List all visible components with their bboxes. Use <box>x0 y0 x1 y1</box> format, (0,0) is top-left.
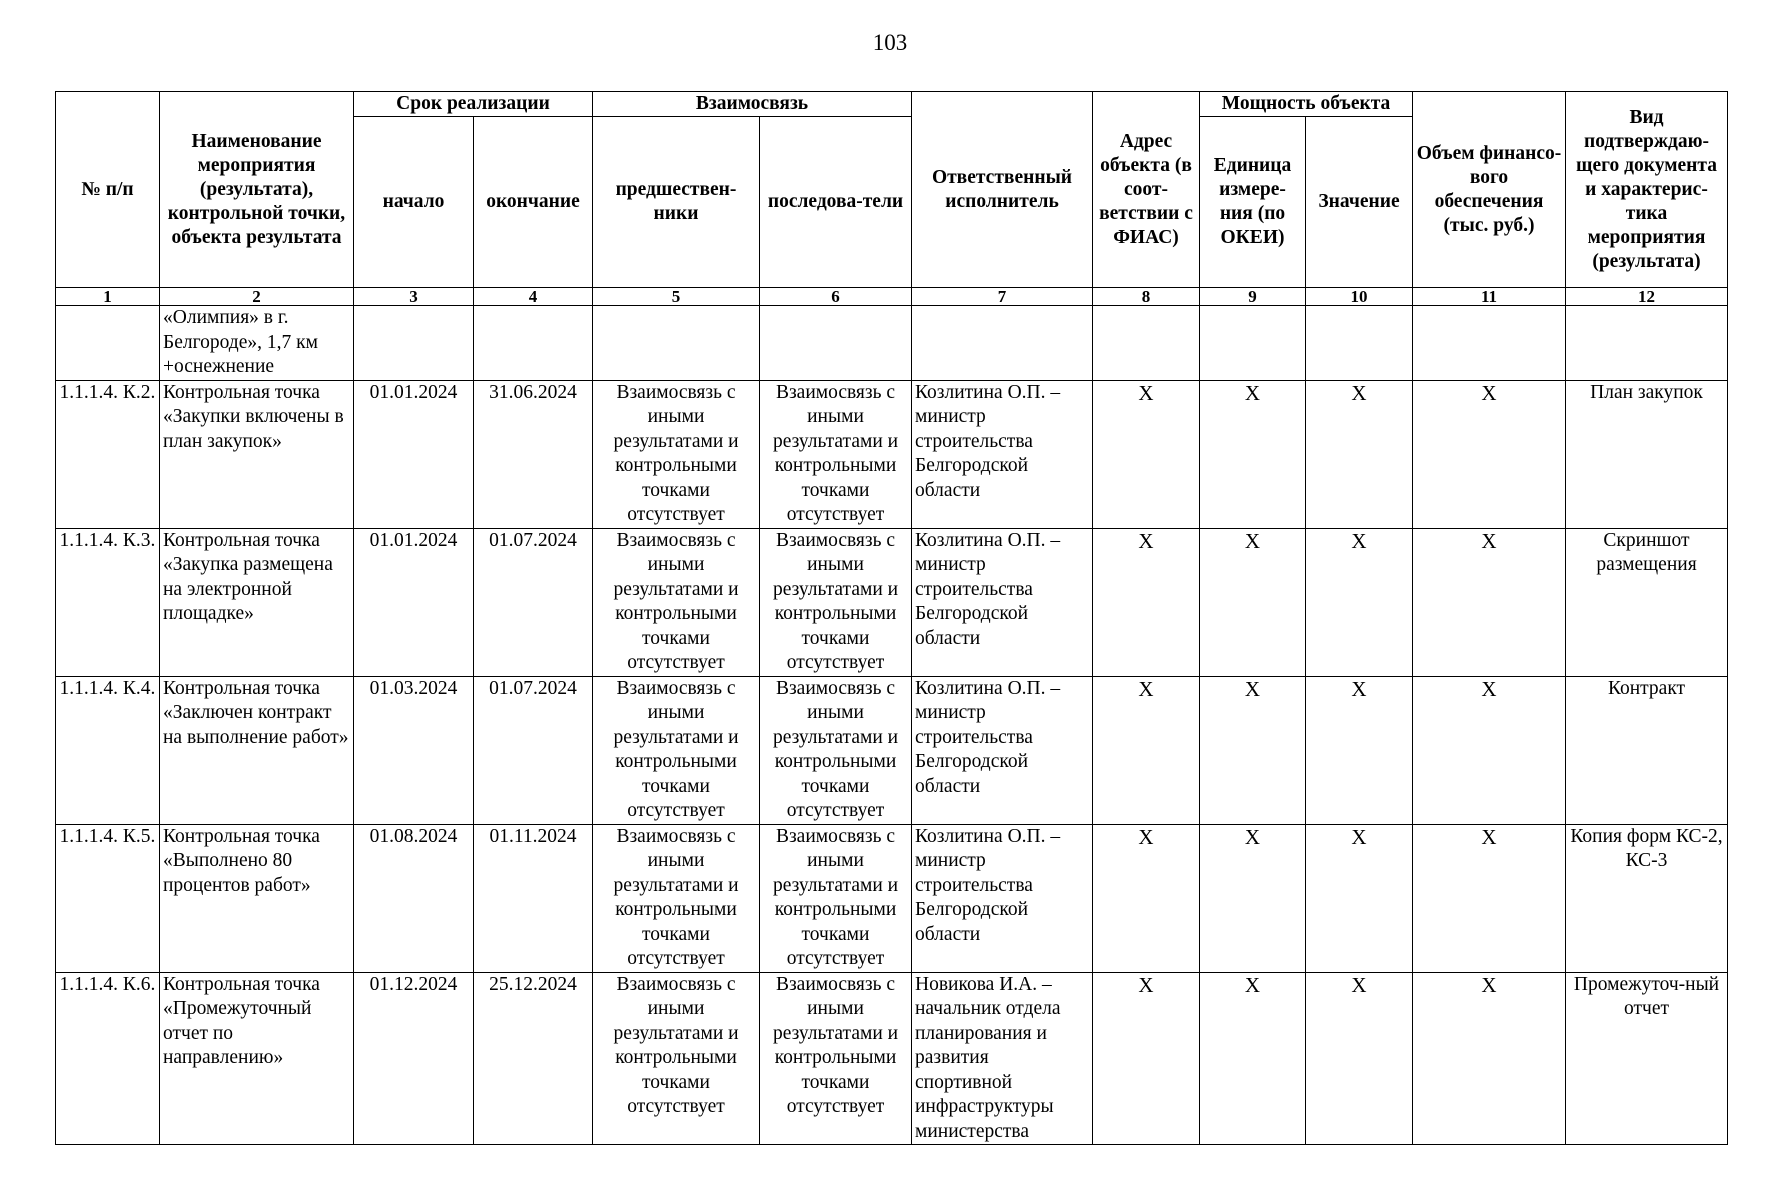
row-end-date: 01.11.2024 <box>474 824 593 972</box>
cell-empty <box>760 306 912 381</box>
row-address: X <box>1093 824 1200 972</box>
header-doc-type: Вид подтверждаю-щего документа и характерис-тика мероприятия (результата) <box>1566 92 1728 288</box>
continuation-row <box>56 306 1728 381</box>
row-value: X <box>1306 972 1413 1145</box>
header-address: Адрес объекта (в соот-ветствии с ФИАС) <box>1093 92 1200 288</box>
cell-empty <box>1093 306 1200 381</box>
table-row <box>56 380 1728 528</box>
table-row <box>56 972 1728 1145</box>
row-number: 1.1.1.4. К.6. <box>56 972 160 1145</box>
row-unit: X <box>1200 528 1306 676</box>
row-name: Контрольная точка «Закупка размещена на электронной площадке» <box>160 528 354 676</box>
row-responsible: Козлитина О.П. – министр строительства Белгородской области <box>912 528 1093 676</box>
row-volume: X <box>1413 972 1566 1145</box>
row-volume: X <box>1413 380 1566 528</box>
row-number: 1.1.1.4. К.5. <box>56 824 160 972</box>
row-successors: Взаимосвязь с иными результатами и контрольными точками отсутствует <box>760 380 912 528</box>
row-responsible: Козлитина О.П. – министр строительства Белгородской области <box>912 824 1093 972</box>
row-address: X <box>1093 380 1200 528</box>
row-name: Контрольная точка «Закупки включены в план закупок» <box>160 380 354 528</box>
row-end-date: 01.07.2024 <box>474 528 593 676</box>
row-volume: X <box>1413 528 1566 676</box>
table-row <box>56 676 1728 824</box>
col-number: 10 <box>1306 288 1413 306</box>
col-number: 11 <box>1413 288 1566 306</box>
row-value: X <box>1306 380 1413 528</box>
row-successors: Взаимосвязь с иными результатами и контрольными точками отсутствует <box>760 528 912 676</box>
cell-empty <box>1200 306 1306 381</box>
cell-empty <box>354 306 474 381</box>
col-number: 3 <box>354 288 474 306</box>
row-unit: X <box>1200 972 1306 1145</box>
row-successors: Взаимосвязь с иными результатами и контрольными точками отсутствует <box>760 824 912 972</box>
row-number: 1.1.1.4. К.3. <box>56 528 160 676</box>
cell-empty <box>1413 306 1566 381</box>
row-start-date: 01.12.2024 <box>354 972 474 1145</box>
row-volume: X <box>1413 676 1566 824</box>
col-number: 4 <box>474 288 593 306</box>
continuation-name: «Олимпия» в г. Белгороде», 1,7 км +оснежнение <box>160 306 354 381</box>
row-successors: Взаимосвязь с иными результатами и контрольными точками отсутствует <box>760 972 912 1145</box>
col-number: 6 <box>760 288 912 306</box>
row-responsible: Козлитина О.П. – министр строительства Белгородской области <box>912 380 1093 528</box>
cell-empty <box>56 306 160 381</box>
row-name: Контрольная точка «Промежуточный отчет по направлению» <box>160 972 354 1145</box>
cell-empty <box>912 306 1093 381</box>
page-number: 103 <box>872 30 908 55</box>
row-unit: X <box>1200 824 1306 972</box>
row-end-date: 31.06.2024 <box>474 380 593 528</box>
row-start-date: 01.01.2024 <box>354 380 474 528</box>
col-number: 8 <box>1093 288 1200 306</box>
row-number: 1.1.1.4. К.2. <box>56 380 160 528</box>
row-volume: X <box>1413 824 1566 972</box>
col-number: 2 <box>160 288 354 306</box>
header-start: начало <box>354 117 474 288</box>
col-number: 5 <box>593 288 760 306</box>
row-predecessors: Взаимосвязь с иными результатами и контрольными точками отсутствует <box>593 380 760 528</box>
header-end: окончание <box>474 117 593 288</box>
row-address: X <box>1093 528 1200 676</box>
cell-empty <box>1306 306 1413 381</box>
header-name: Наименование мероприятия (результата), контрольной точки, объекта результата <box>160 92 354 288</box>
row-doc-type: Промежуточ-ный отчет <box>1566 972 1728 1145</box>
row-end-date: 25.12.2024 <box>474 972 593 1145</box>
table-row <box>56 824 1728 972</box>
column-number-row <box>56 288 1728 306</box>
cell-empty <box>593 306 760 381</box>
row-end-date: 01.07.2024 <box>474 676 593 824</box>
row-predecessors: Взаимосвязь с иными результатами и контрольными точками отсутствует <box>593 972 760 1145</box>
row-address: X <box>1093 972 1200 1145</box>
row-name: Контрольная точка «Заключен контракт на выполнение работ» <box>160 676 354 824</box>
row-doc-type: Копия форм КС-2, КС-3 <box>1566 824 1728 972</box>
col-number: 7 <box>912 288 1093 306</box>
row-unit: X <box>1200 380 1306 528</box>
row-responsible: Козлитина О.П. – министр строительства Белгородской области <box>912 676 1093 824</box>
cell-empty <box>474 306 593 381</box>
implementation-plan-table <box>55 91 1728 1145</box>
header-relation: Взаимосвязь <box>593 92 912 117</box>
table-row <box>56 528 1728 676</box>
header-unit: Единица измере-ния (по ОКЕИ) <box>1200 117 1306 288</box>
row-value: X <box>1306 528 1413 676</box>
row-doc-type: Контракт <box>1566 676 1728 824</box>
row-unit: X <box>1200 676 1306 824</box>
row-number: 1.1.1.4. К.4. <box>56 676 160 824</box>
row-start-date: 01.01.2024 <box>354 528 474 676</box>
col-number: 12 <box>1566 288 1728 306</box>
header-value: Значение <box>1306 117 1413 288</box>
header-successors: последова-тели <box>760 117 912 288</box>
header-volume: Объем финансо-вого обеспечения (тыс. руб.) <box>1413 92 1566 288</box>
header-capacity: Мощность объекта <box>1200 92 1413 117</box>
header-predecessors: предшествен-ники <box>593 117 760 288</box>
header-responsible: Ответственный исполнитель <box>912 92 1093 288</box>
row-start-date: 01.08.2024 <box>354 824 474 972</box>
row-address: X <box>1093 676 1200 824</box>
row-predecessors: Взаимосвязь с иными результатами и контрольными точками отсутствует <box>593 824 760 972</box>
row-predecessors: Взаимосвязь с иными результатами и контрольными точками отсутствует <box>593 676 760 824</box>
row-doc-type: План закупок <box>1566 380 1728 528</box>
row-value: X <box>1306 676 1413 824</box>
header-num: № п/п <box>56 92 160 288</box>
col-number: 1 <box>56 288 160 306</box>
row-start-date: 01.03.2024 <box>354 676 474 824</box>
row-responsible: Новикова И.А. – начальник отдела планирования и развития спортивной инфраструктуры министерства <box>912 972 1093 1145</box>
row-predecessors: Взаимосвязь с иными результатами и контрольными точками отсутствует <box>593 528 760 676</box>
header-period: Срок реализации <box>354 92 593 117</box>
row-doc-type: Скриншот размещения <box>1566 528 1728 676</box>
header-row-top <box>56 92 1728 117</box>
row-value: X <box>1306 824 1413 972</box>
row-successors: Взаимосвязь с иными результатами и контрольными точками отсутствует <box>760 676 912 824</box>
col-number: 9 <box>1200 288 1306 306</box>
cell-empty <box>1566 306 1728 381</box>
row-name: Контрольная точка «Выполнено 80 процентов работ» <box>160 824 354 972</box>
